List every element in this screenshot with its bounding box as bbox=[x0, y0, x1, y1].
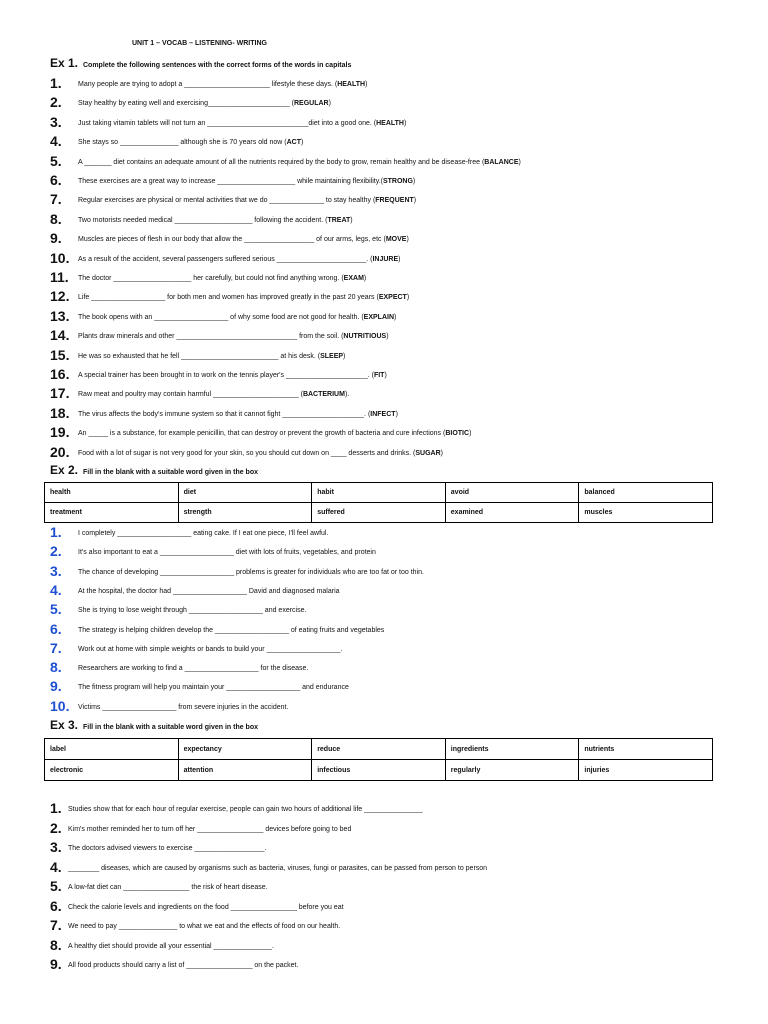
question-text: Muscles are pieces of flesh in our body that allow the __________________ of our arms, legs, etc (MOVE) bbox=[78, 236, 409, 244]
word-box-cell: injuries bbox=[579, 760, 713, 781]
question-item bbox=[50, 172, 750, 191]
question-text: She is trying to lose weight through ___________________ and exercise. bbox=[78, 607, 307, 615]
question-text: As a result of the accident, several passengers suffered serious _______________________. (INJURE) bbox=[78, 255, 401, 263]
ex1-heading bbox=[50, 56, 351, 70]
word-box-cell: infectious bbox=[312, 760, 446, 781]
question-text: She stays so _______________ although she is 70 years old now (ACT) bbox=[78, 139, 304, 147]
question-number: 15. bbox=[50, 346, 70, 363]
question-text: The chance of developing ___________________ problems is greater for individuals who are too fat or too thin. bbox=[78, 568, 424, 576]
question-text: The virus affects the body's immune system so that it cannot fight _____________________. (INFECT) bbox=[78, 410, 398, 418]
word-box-cell: avoid bbox=[445, 483, 579, 503]
question-number: 3. bbox=[50, 839, 62, 855]
question-item bbox=[50, 859, 750, 878]
word-box-row bbox=[45, 503, 713, 523]
question-text: Regular exercises are physical or mental activities that we do ______________ to stay healthy (FREQUENT) bbox=[78, 197, 417, 205]
question-number: 8. bbox=[50, 659, 62, 676]
question-item bbox=[50, 385, 750, 404]
question-item bbox=[50, 678, 750, 697]
question-item bbox=[50, 800, 750, 819]
question-text: Researchers are working to find a ___________________ for the disease. bbox=[78, 665, 309, 673]
word-box-cell: nutrients bbox=[579, 739, 713, 760]
question-number: 20. bbox=[50, 443, 70, 460]
ex1-label: Ex 1. bbox=[50, 56, 79, 70]
question-number: 9. bbox=[50, 230, 62, 247]
question-text: A special trainer has been brought in to work on the tennis player's _____________________. (FIT) bbox=[78, 372, 387, 379]
ex2-word-box bbox=[44, 482, 713, 523]
question-text: A low-fat diet can _________________ the risk of heart disease. bbox=[68, 884, 268, 891]
question-item bbox=[50, 563, 750, 582]
question-number: 3. bbox=[50, 113, 62, 130]
question-item bbox=[50, 839, 750, 858]
word-box-cell: balanced bbox=[579, 483, 713, 503]
question-item bbox=[50, 114, 750, 133]
question-item bbox=[50, 640, 750, 659]
question-item bbox=[50, 405, 750, 424]
question-text: Life ___________________ for both men and women has improved greatly in the past 20 years (EXPECT) bbox=[78, 294, 410, 302]
question-text: The doctors advised viewers to exercise __________________. bbox=[68, 845, 267, 852]
question-number: 10. bbox=[50, 697, 70, 714]
question-item bbox=[50, 582, 750, 601]
question-number: 6. bbox=[50, 172, 62, 188]
question-number: 19. bbox=[50, 424, 70, 441]
question-item bbox=[50, 601, 750, 620]
word-box-cell: habit bbox=[312, 483, 446, 503]
question-number: 4. bbox=[50, 133, 62, 150]
question-text: Kim's mother reminded her to turn off her _________________ devices before going to bed bbox=[68, 825, 352, 833]
question-text: All food products should carry a list of _________________ on the packet. bbox=[68, 962, 299, 969]
question-number: 18. bbox=[50, 404, 70, 421]
question-number: 2. bbox=[50, 819, 62, 836]
question-item bbox=[50, 94, 750, 113]
word-box-row bbox=[45, 760, 713, 781]
question-item bbox=[50, 621, 750, 640]
question-item bbox=[50, 937, 750, 956]
question-number: 13. bbox=[50, 307, 70, 324]
word-box-cell: diet bbox=[178, 483, 312, 503]
question-number: 7. bbox=[50, 191, 62, 208]
question-item bbox=[50, 288, 750, 307]
word-box-cell: reduce bbox=[312, 739, 446, 760]
word-box-row bbox=[45, 483, 713, 503]
question-number: 17. bbox=[50, 385, 70, 402]
question-text: The strategy is helping children develop the ___________________ of eating fruits and vegetables bbox=[78, 626, 385, 634]
question-text: Check the calorie levels and ingredients on the food _________________ before you eat bbox=[68, 903, 344, 911]
question-text: ________ diseases, which are caused by organisms such as bacteria, viruses, fungi or parasites, can be passed from person to person bbox=[68, 864, 488, 872]
ex2-label: Ex 2. bbox=[50, 463, 79, 477]
question-number: 3. bbox=[50, 562, 62, 579]
question-number: 9. bbox=[50, 678, 62, 695]
question-text: Victims ___________________ from severe injuries in the accident. bbox=[78, 703, 289, 711]
question-item bbox=[50, 878, 750, 897]
word-box-cell: health bbox=[45, 483, 179, 503]
question-item bbox=[50, 524, 750, 543]
question-text: An _____ is a substance, for example penicillin, that can destroy or prevent the growth of bacteria and cure infections (BIOTIC) bbox=[78, 430, 472, 438]
question-item bbox=[50, 269, 750, 288]
worksheet-title: UNIT 1 – VOCAB – LISTENING- WRITING bbox=[132, 40, 267, 47]
question-item bbox=[50, 347, 750, 366]
question-item bbox=[50, 308, 750, 327]
ex3-label: Ex 3. bbox=[50, 718, 79, 732]
question-text: Two motorists needed medical ____________________ following the accident. (TREAT) bbox=[78, 216, 353, 224]
question-text: The doctor ____________________ her carefully, but could not find anything wrong. (EXAM) bbox=[78, 275, 367, 282]
word-box-cell: ingredients bbox=[445, 739, 579, 760]
question-number: 2. bbox=[50, 543, 62, 560]
word-box-cell: treatment bbox=[45, 503, 179, 523]
question-number: 16. bbox=[50, 366, 70, 382]
question-number: 8. bbox=[50, 936, 62, 953]
question-number: 4. bbox=[50, 858, 62, 875]
question-number: 2. bbox=[50, 94, 62, 111]
question-number: 14. bbox=[50, 327, 70, 344]
question-text: The book opens with an ___________________ of why some food are not good for health. (EXPLAIN) bbox=[78, 313, 397, 321]
ex3-word-box bbox=[44, 738, 713, 781]
question-number: 5. bbox=[50, 601, 62, 618]
question-text: Raw meat and poultry may contain harmful ______________________ (BACTERIUM). bbox=[78, 391, 350, 399]
question-number: 7. bbox=[50, 917, 62, 933]
question-item bbox=[50, 917, 750, 936]
question-item bbox=[50, 659, 750, 678]
word-box-cell: label bbox=[45, 739, 179, 760]
word-box-cell: examined bbox=[445, 503, 579, 523]
question-text: Many people are trying to adopt a ______________________ lifestyle these days. (HEALTH) bbox=[78, 81, 368, 88]
question-text: Stay healthy by eating well and exercising_____________________ (REGULAR) bbox=[78, 100, 331, 108]
question-item bbox=[50, 956, 750, 975]
question-text: We need to pay _______________ to what we eat and the effects of food on our health. bbox=[68, 923, 341, 930]
question-item bbox=[50, 444, 750, 463]
question-item bbox=[50, 327, 750, 346]
question-item bbox=[50, 698, 750, 717]
question-number: 12. bbox=[50, 288, 70, 305]
question-text: The fitness program will help you maintain your ___________________ and endurance bbox=[78, 684, 349, 692]
word-box-cell: regularly bbox=[445, 760, 579, 781]
question-number: 5. bbox=[50, 878, 62, 894]
question-number: 11. bbox=[50, 269, 69, 285]
question-text: These exercises are a great way to increase ____________________ while maintaining flexibility.(STRONG) bbox=[78, 178, 416, 185]
ex1-instruction: Complete the following sentences with the correct forms of the words in capitals bbox=[82, 62, 352, 69]
question-text: Work out at home with simple weights or bands to build your ___________________. bbox=[78, 645, 343, 653]
question-item bbox=[50, 820, 750, 839]
question-number: 6. bbox=[50, 897, 62, 914]
question-text: It's also important to eat a ___________________ diet with lots of fruits, vegetables, and protein bbox=[78, 549, 376, 557]
question-text: He was so exhausted that he fell _________________________ at his desk. (SLEEP) bbox=[78, 352, 346, 360]
question-item bbox=[50, 250, 750, 269]
question-item bbox=[50, 133, 750, 152]
question-item bbox=[50, 191, 750, 210]
word-box-row bbox=[45, 739, 713, 760]
question-text: At the hospital, the doctor had ___________________ David and diagnosed malaria bbox=[78, 587, 340, 595]
word-box-cell: expectancy bbox=[178, 739, 312, 760]
question-text: I completely ___________________ eating cake. If I eat one piece, I'll feel awful. bbox=[78, 530, 329, 537]
question-number: 4. bbox=[50, 581, 62, 598]
question-text: A _______ diet contains an adequate amount of all the nutrients required by the body to grow, remain healthy and be disease-free (BALANCE) bbox=[78, 158, 521, 166]
word-box-cell: attention bbox=[178, 760, 312, 781]
question-text: Just taking vitamin tablets will not turn an __________________________diet into a good one. (HEALTH) bbox=[78, 119, 407, 127]
question-number: 10. bbox=[50, 249, 70, 266]
question-number: 1. bbox=[50, 800, 62, 816]
question-item bbox=[50, 211, 750, 230]
ex2-heading bbox=[50, 463, 258, 477]
question-number: 9. bbox=[50, 956, 62, 972]
question-text: Food with a lot of sugar is not very good for your skin, so you should cut down on ____ desserts and drinks. (SUGAR) bbox=[78, 449, 443, 457]
question-item bbox=[50, 543, 750, 562]
question-item bbox=[50, 424, 750, 443]
ex3-instruction: Fill in the blank with a suitable word given in the box bbox=[82, 724, 259, 731]
question-item bbox=[50, 230, 750, 249]
ex2-instruction: Fill in the blank with a suitable word given in the box bbox=[82, 469, 259, 476]
question-item bbox=[50, 75, 750, 94]
word-box-cell: muscles bbox=[579, 503, 713, 523]
question-text: Studies show that for each hour of regular exercise, people can gain two hours of additional life _______________ bbox=[68, 806, 423, 813]
question-text: A healthy diet should provide all your essential _______________. bbox=[68, 942, 274, 950]
question-number: 6. bbox=[50, 620, 62, 637]
ex3-heading bbox=[50, 718, 258, 732]
question-text: Plants draw minerals and other _______________________________ from the soil. (NUTRITIOUS) bbox=[78, 333, 389, 341]
word-box-cell: suffered bbox=[312, 503, 446, 523]
question-number: 5. bbox=[50, 152, 62, 169]
question-item bbox=[50, 898, 750, 917]
question-number: 1. bbox=[50, 524, 62, 540]
question-item bbox=[50, 153, 750, 172]
word-box-cell: electronic bbox=[45, 760, 179, 781]
question-item bbox=[50, 366, 750, 385]
word-box-cell: strength bbox=[178, 503, 312, 523]
question-number: 1. bbox=[50, 75, 62, 91]
question-number: 8. bbox=[50, 210, 62, 227]
question-number: 7. bbox=[50, 639, 62, 656]
